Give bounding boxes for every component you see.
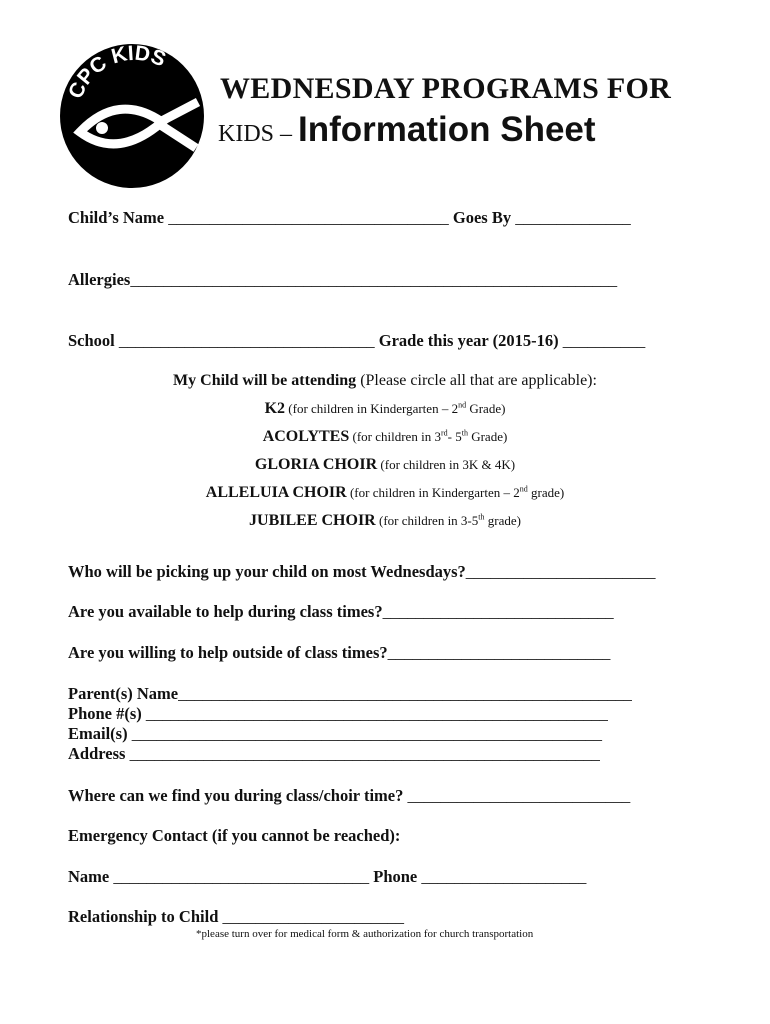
school-field[interactable]: _______________________________ bbox=[118, 331, 375, 350]
option-sup: th bbox=[461, 428, 468, 438]
option-desc-end: grade) bbox=[527, 485, 565, 500]
option-desc-end: Grade) bbox=[466, 401, 506, 416]
option-desc: (for children in 3-5 bbox=[375, 513, 479, 528]
title-prefix: KIDS – bbox=[218, 121, 299, 147]
footnote: *please turn over for medical form & authorization for church transportation bbox=[196, 928, 534, 940]
where-row bbox=[68, 786, 630, 806]
email-row bbox=[68, 724, 602, 744]
option-sup: rd bbox=[440, 428, 448, 438]
option-k2[interactable] bbox=[0, 400, 770, 418]
parent-name-field[interactable]: _______________________________________________________ bbox=[178, 684, 632, 703]
option-acolytes[interactable] bbox=[0, 428, 770, 446]
school-row bbox=[68, 331, 645, 351]
relationship-label: Relationship to Child bbox=[68, 907, 219, 926]
pickup-label: Who will be picking up your child on most Wednesdays? bbox=[68, 562, 466, 581]
page-title-line2 bbox=[218, 110, 596, 150]
email-label: Email(s) bbox=[68, 724, 132, 743]
available-row bbox=[68, 602, 614, 622]
where-field[interactable]: ___________________________ bbox=[403, 786, 631, 805]
option-name: JUBILEE CHOIR bbox=[249, 512, 376, 529]
emergency-heading: Emergency Contact (if you cannot be reached): bbox=[68, 826, 401, 845]
option-desc: (for children in 3 bbox=[349, 429, 441, 444]
willing-field[interactable]: ___________________________ bbox=[387, 643, 611, 662]
where-label: Where can we find you during class/choir time? bbox=[68, 786, 404, 805]
attending-instructions bbox=[0, 372, 770, 390]
attending-label: My Child will be attending bbox=[173, 372, 357, 389]
child-name-label: Child’s Name bbox=[68, 208, 165, 227]
option-gloria-choir[interactable] bbox=[0, 456, 770, 474]
option-desc: (for children in Kindergarten – 2 bbox=[285, 401, 459, 416]
parent-name-row bbox=[68, 684, 632, 704]
emergency-name-label: Name bbox=[68, 867, 110, 886]
parent-name-label: Parent(s) Name bbox=[68, 684, 179, 703]
available-field[interactable]: ____________________________ bbox=[382, 602, 614, 621]
option-sup: th bbox=[478, 512, 485, 522]
grade-label: Grade this year (2015-16) bbox=[378, 331, 559, 350]
svg-text:CPC KIDS: CPC KIDS bbox=[64, 42, 170, 103]
cpc-kids-logo bbox=[58, 42, 206, 190]
willing-row bbox=[68, 643, 610, 663]
option-sup: nd bbox=[519, 484, 528, 494]
goes-by-field[interactable]: ______________ bbox=[515, 208, 631, 227]
option-name: K2 bbox=[264, 400, 286, 417]
willing-label: Are you willing to help outside of class times? bbox=[68, 643, 388, 662]
option-name: ACOLYTES bbox=[262, 428, 350, 445]
email-field[interactable]: _________________________________________________________ bbox=[131, 724, 602, 743]
pickup-row bbox=[68, 562, 656, 582]
relationship-row bbox=[68, 907, 404, 927]
allergies-label: Allergies bbox=[68, 270, 131, 289]
phone-row bbox=[68, 704, 608, 724]
allergies-field[interactable]: ___________________________________________________________ bbox=[130, 270, 618, 289]
grade-field[interactable]: __________ bbox=[562, 331, 646, 350]
available-label: Are you available to help during class times? bbox=[68, 602, 383, 621]
option-name: ALLELUIA CHOIR bbox=[205, 484, 347, 501]
option-desc: (for children in Kindergarten – 2 bbox=[346, 485, 520, 500]
attending-note: (Please circle all that are applicable): bbox=[356, 372, 597, 389]
school-label: School bbox=[68, 331, 115, 350]
option-desc-end: grade) bbox=[484, 513, 521, 528]
emergency-name-row bbox=[68, 867, 586, 887]
emergency-phone-field[interactable]: ____________________ bbox=[417, 867, 587, 886]
option-jubilee-choir[interactable] bbox=[0, 512, 770, 530]
pickup-field[interactable]: _______________________ bbox=[465, 562, 656, 581]
child-name-row bbox=[68, 208, 631, 228]
relationship-field[interactable]: ______________________ bbox=[218, 907, 404, 926]
page-title-line1: WEDNESDAY PROGRAMS FOR bbox=[220, 72, 672, 105]
allergies-row bbox=[68, 270, 617, 290]
option-desc-end: Grade) bbox=[467, 429, 508, 444]
option-name: GLORIA CHOIR bbox=[254, 456, 378, 473]
goes-by-label: Goes By bbox=[452, 208, 512, 227]
option-desc: (for children in 3K & 4K) bbox=[377, 457, 516, 472]
phone-field[interactable]: ________________________________________________________ bbox=[145, 704, 608, 723]
address-field[interactable]: _________________________________________________________ bbox=[129, 744, 600, 763]
option-sup: nd bbox=[458, 400, 467, 410]
option-desc-mid: - 5 bbox=[447, 429, 462, 444]
phone-label: Phone #(s) bbox=[68, 704, 146, 723]
address-label: Address bbox=[68, 744, 130, 763]
emergency-phone-label: Phone bbox=[369, 867, 418, 886]
emergency-name-field[interactable]: _______________________________ bbox=[109, 867, 370, 886]
address-row bbox=[68, 744, 600, 764]
option-alleluia-choir[interactable] bbox=[0, 484, 770, 502]
title-main: Information Sheet bbox=[298, 110, 596, 149]
child-name-field[interactable]: __________________________________ bbox=[168, 208, 449, 227]
